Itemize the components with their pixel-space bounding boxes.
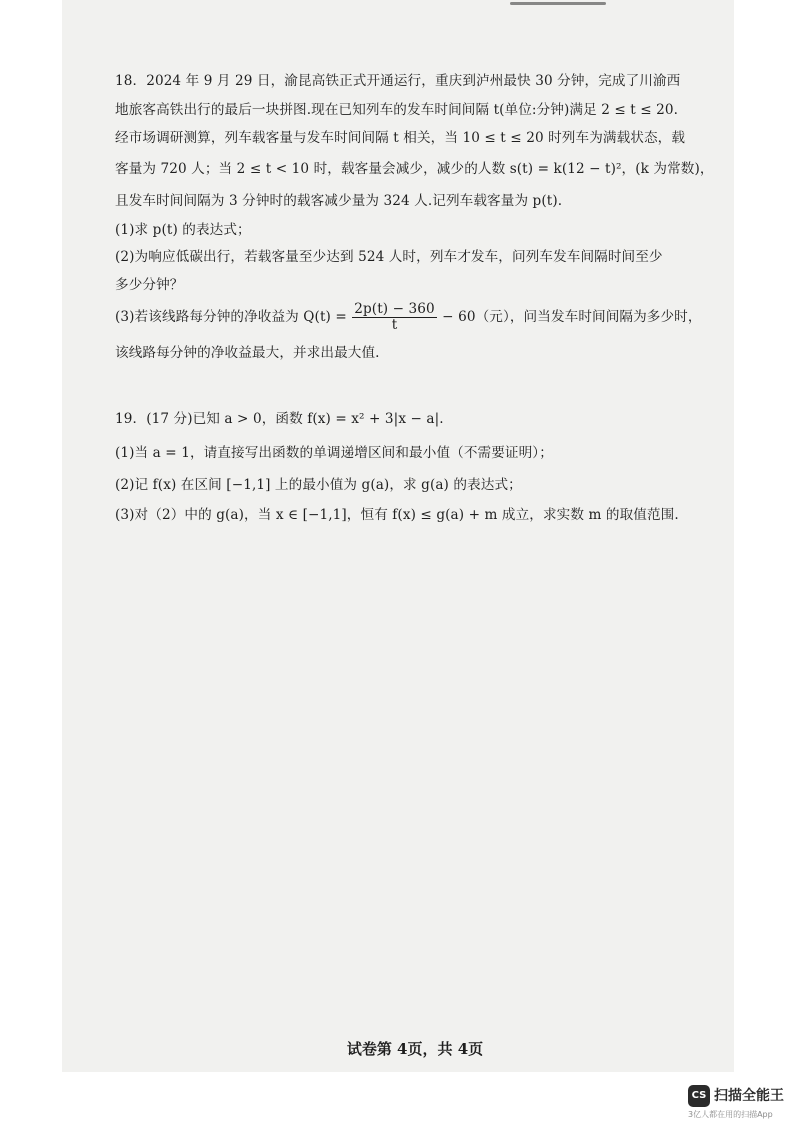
problem-18-line-1: 18．2024 年 9 月 29 日，渝昆高铁正式开通运行，重庆到泸州最快 30 分钟，完成了川渝西 bbox=[115, 73, 681, 89]
q3-prefix: (3)若该线路每分钟的净收益为 Q(t) = bbox=[115, 309, 347, 325]
problem-19-question-1: (1)当 a = 1，请直接写出函数的单调递增区间和最小值（不需要证明）； bbox=[115, 445, 553, 461]
q3-suffix: − 60（元），问当发车时间间隔为多少时， bbox=[442, 309, 702, 325]
problem-18-line-2: 地旅客高铁出行的最后一块拼图.现在已知列车的发车时间间隔 t(单位:分钟)满足 2 ≤ t ≤ 20. bbox=[115, 102, 679, 118]
problem-18-line-5: 且发车时间间隔为 3 分钟时的载客减少量为 324 人.记列车载客量为 p(t). bbox=[115, 193, 563, 209]
problem-18-question-2-line-1: (2)为响应低碳出行，若载客量至少达到 524 人时，列车才发车，问列车发车间隔时间至少 bbox=[115, 249, 663, 265]
problem-18-question-2-line-2: 多少分钟？ bbox=[115, 277, 184, 293]
problem-18-question-3-line-1 bbox=[115, 302, 702, 333]
problem-18-question-3-line-2: 该线路每分钟的净收益最大，并求出最大值. bbox=[115, 345, 380, 361]
problem-19-question-2: (2)记 f(x) 在区间 [−1,1] 上的最小值为 g(a)，求 g(a) 的表达式； bbox=[115, 477, 522, 493]
camscanner-logo-icon: CS bbox=[688, 1085, 710, 1107]
q3-numerator: 2p(t) − 360 bbox=[354, 301, 435, 317]
watermark-tagline: 3亿人都在用的扫描App bbox=[688, 1110, 773, 1119]
q3-denominator: t bbox=[391, 317, 398, 333]
problem-18-line-3: 经市场调研测算，列车载客量与发车时间间隔 t 相关，当 10 ≤ t ≤ 20 时列车为满载状态，载 bbox=[115, 130, 686, 146]
q3-fraction bbox=[352, 302, 437, 333]
problem-18-question-1: (1)求 p(t) 的表达式； bbox=[115, 222, 251, 238]
watermark-app-name: 扫描全能王 bbox=[714, 1088, 784, 1104]
problem-18-line-4: 客量为 720 人；当 2 ≤ t < 10 时，载客量会减少，减少的人数 s(t) = k(12 − t)²，(k 为常数)， bbox=[115, 161, 714, 177]
scan-edge-mark bbox=[510, 2, 606, 5]
problem-19-question-3: (3)对（2）中的 g(a)，当 x ∈ [−1,1]，恒有 f(x) ≤ g(a) + m 成立，求实数 m 的取值范围. bbox=[115, 507, 679, 523]
page-footer: 试卷第 4页，共 4页 bbox=[346, 1040, 484, 1058]
scanner-watermark bbox=[688, 1085, 794, 1125]
problem-19-intro: 19．(17 分)已知 a > 0，函数 f(x) = x² + 3|x − a|. bbox=[115, 411, 444, 427]
